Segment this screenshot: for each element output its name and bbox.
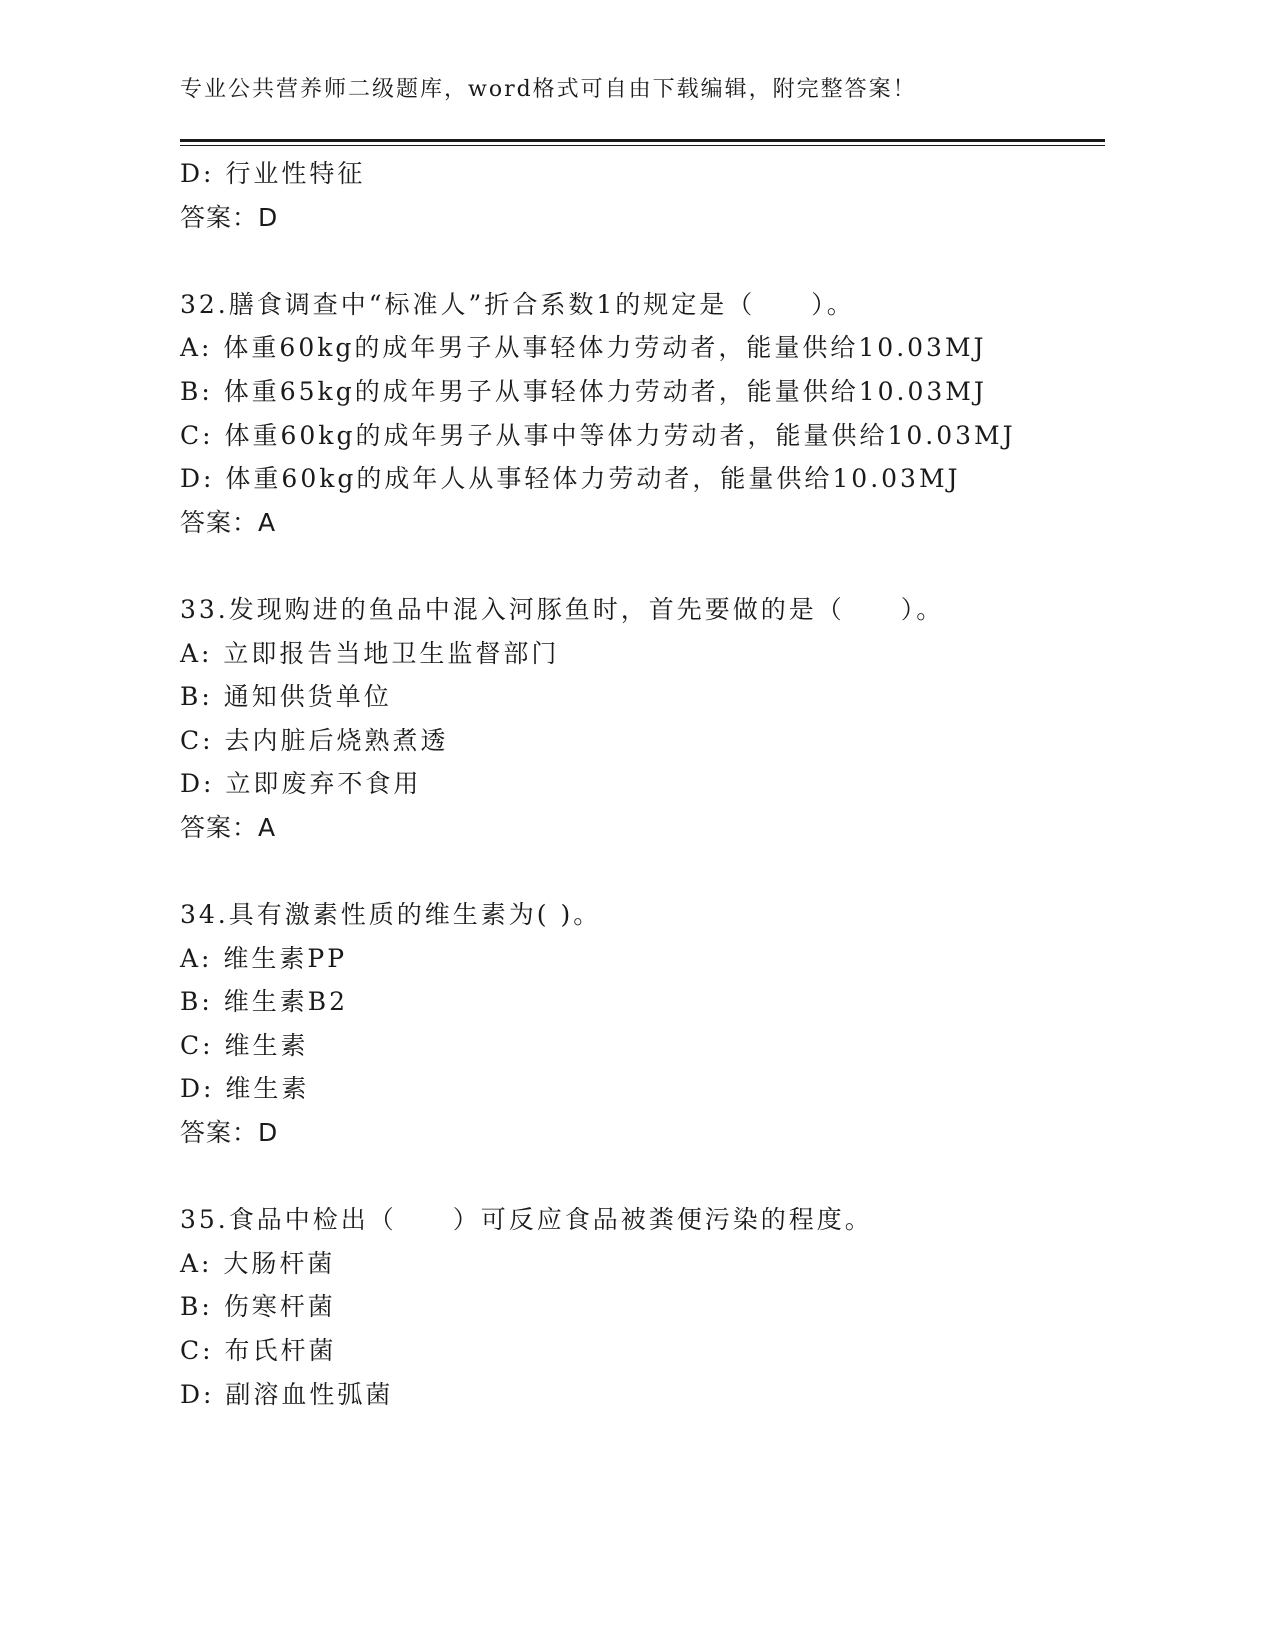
question-33 (180, 588, 1105, 850)
option-a: A: 体重60kg的成年男子从事轻体力劳动者，能量供给10.03MJ (180, 333, 987, 363)
option-d: D: 体重60kg的成年人从事轻体力劳动者，能量供给10.03MJ (180, 464, 961, 494)
option-c: C: 去内脏后烧熟煮透 (180, 725, 449, 755)
option-b: B: 通知供货单位 (180, 682, 392, 712)
option-b: B: 伤寒杆菌 (180, 1292, 336, 1322)
carryover-answer: 答案：D (180, 202, 279, 232)
answer: 答案：A (180, 812, 277, 842)
spacer (180, 239, 1105, 283)
question-stem: 34.具有激素性质的维生素为( )。 (180, 900, 602, 930)
option-c: C: 维生素 (180, 1030, 309, 1060)
answer: 答案：D (180, 1118, 279, 1148)
option-d: D: 副溶血性弧菌 (180, 1379, 394, 1409)
option-a: A: 大肠杆菌 (180, 1248, 336, 1278)
header-rule-thin (180, 145, 1105, 146)
option-d: D: 维生素 (180, 1074, 310, 1104)
option-a: A: 立即报告当地卫生监督部门 (180, 638, 560, 668)
option-b: B: 维生素B2 (180, 987, 349, 1017)
carryover-option-d: D: 行业性特征 (180, 159, 366, 188)
option-c: C: 布氏杆菌 (180, 1336, 337, 1366)
option-a: A: 维生素PP (180, 943, 348, 973)
question-35 (180, 1198, 1105, 1416)
question-stem: 33.发现购进的鱼品中混入河豚鱼时，首先要做的是（ ）。 (180, 594, 945, 624)
question-34 (180, 893, 1105, 1155)
spacer (180, 1155, 1105, 1199)
option-b: B: 体重65kg的成年男子从事轻体力劳动者，能量供给10.03MJ (180, 376, 987, 406)
page-header: 专业公共营养师二级题库，word格式可自由下载编辑，附完整答案！ (180, 77, 917, 102)
question-32 (180, 283, 1105, 545)
spacer (180, 544, 1105, 588)
option-d: D: 立即废弃不食用 (180, 769, 422, 799)
question-content (180, 152, 1105, 1416)
question-stem: 32.膳食调查中“标准人”折合系数1的规定是（ ）。 (180, 289, 855, 319)
question-stem: 35.食品中检出（ ）可反应食品被粪便污染的程度。 (180, 1205, 873, 1235)
header-rule-thick (180, 139, 1105, 142)
spacer (180, 850, 1105, 894)
answer: 答案：A (180, 507, 277, 537)
option-c: C: 体重60kg的成年男子从事中等体力劳动者，能量供给10.03MJ (180, 420, 1016, 450)
